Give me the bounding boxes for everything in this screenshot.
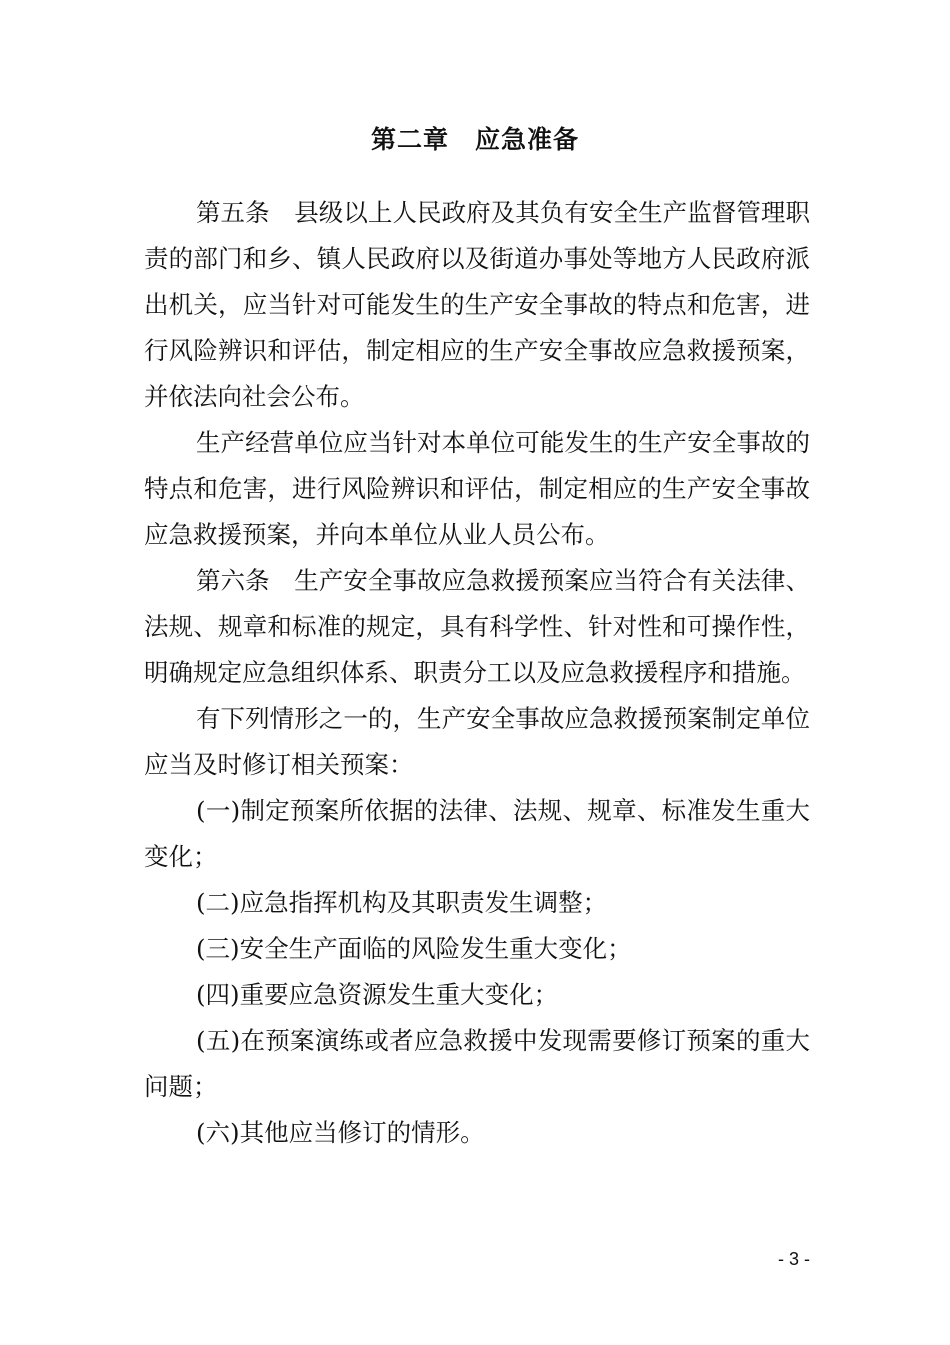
revision-case-item: (三)安全生产面临的风险发生重大变化； <box>196 934 632 963</box>
article-6-paragraph-1: 第六条 生产安全事故应急救援预案应当符合有关法律、法规、规章和标准的规定，具有科学性、针对性和可操作性，明确规定应急组织体系、职责分工以及应急救援程序和措施。 <box>144 566 810 687</box>
revision-case-item: (二)应急指挥机构及其职责发生调整； <box>196 888 608 917</box>
revision-case-item: (六)其他应当修订的情形。 <box>196 1118 485 1147</box>
chapter-title: 第二章 应急准备 <box>370 125 579 154</box>
revision-case-item: (四)重要应急资源发生重大变化； <box>196 980 559 1009</box>
article-5-paragraph-1: 第五条 县级以上人民政府及其负有安全生产监督管理职责的部门和乡、镇人民政府以及街道办事处等地方人民政府派出机关，应当针对可能发生的生产安全事故的特点和危害，进行风险辨识和评估，制定相应的生产安全事故应急救援预案，并依法向社会公布。 <box>144 198 810 411</box>
body-text <box>144 190 810 1156</box>
revision-case-item: (一)制定预案所依据的法律、法规、规章、标准发生重大变化； <box>144 796 810 871</box>
page-number: - 3 - <box>777 1249 810 1269</box>
article-5-paragraph-2: 生产经营单位应当针对本单位可能发生的生产安全事故的特点和危害，进行风险辨识和评估，制定相应的生产安全事故应急救援预案，并向本单位从业人员公布。 <box>144 428 810 549</box>
article-6-paragraph-2: 有下列情形之一的，生产安全事故应急救援预案制定单位应当及时修订相关预案： <box>144 704 810 779</box>
revision-case-item: (五)在预案演练或者应急救援中发现需要修订预案的重大问题； <box>144 1026 810 1101</box>
